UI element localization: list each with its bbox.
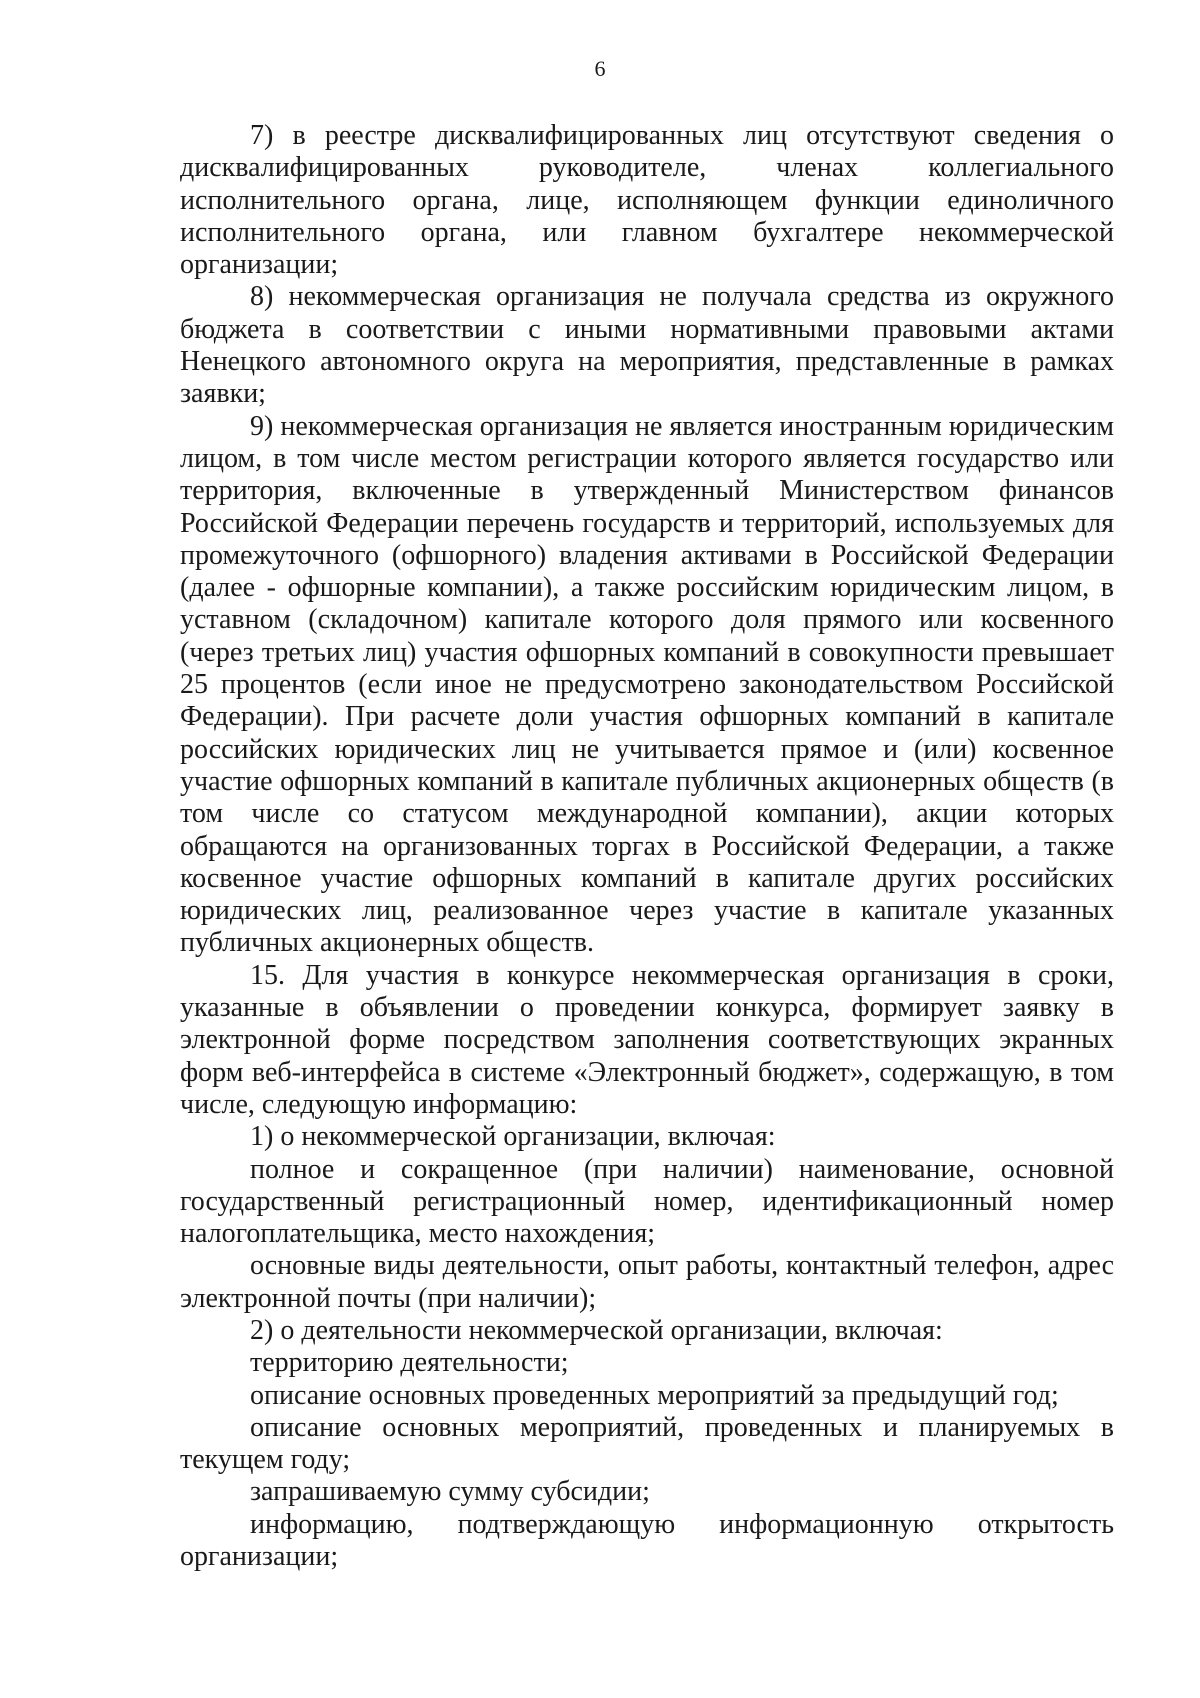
paragraph-org-activities: основные виды деятельности, опыт работы, контактный телефон, адрес электронной почты (при наличии); bbox=[180, 1250, 1114, 1314]
page-number: 6 bbox=[594, 56, 606, 81]
paragraph-subitem-1: 1) о некоммерческой организации, включая: bbox=[250, 1121, 776, 1153]
paragraph-item-7: 7) в реестре дисквалифицированных лиц отсутствуют сведения о дисквалифицированных руководителе, членах коллегиального исполнительного органа, лице, исполняющем функции единоличного исполнительного органа, или главном бухгалтере некоммерческой организации; bbox=[180, 120, 1114, 281]
paragraph-item-8: 8) некоммерческая организация не получала средства из окружного бюджета в соответствии с иными нормативными правовыми актами Ненецкого автономного округа на мероприятия, представленные в рамках заявки; bbox=[180, 281, 1114, 410]
paragraph-territory: территорию деятельности; bbox=[250, 1347, 569, 1379]
document-body bbox=[180, 120, 1114, 1573]
paragraph-openness: информацию, подтверждающую информационную открытость организации; bbox=[180, 1508, 1114, 1573]
paragraph-requested-sum: запрашиваемую сумму субсидии; bbox=[250, 1476, 650, 1508]
paragraph-item-9: 9) некоммерческая организация не является иностранным юридическим лицом, в том числе местом регистрации которого является государство или территория, включенные в утвержденный Министерством финансов Российской Федерации перечень государств и территорий, используемых для промежуточного (офшорного) владения активами в Российской Федерации (далее - офшорные компании), а также российским юридическим лицом, в уставном (складочном) капитале которого доля прямого или косвенного (через третьих лиц) участия офшорных компаний в совокупности превышает 25 процентов (если иное не предусмотрено законодательством Российской Федерации). При расчете доли участия офшорных компаний в капитале российских юридических лиц не учитывается прямое и (или) косвенное участие офшорных компаний в капитале публичных акционерных обществ (в том числе со статусом международной компании), акции которых обращаются на организованных торгах в Российской Федерации, а также косвенное участие офшорных компаний в капитале других российских юридических лиц, реализованное через участие в капитале указанных публичных акционерных обществ. bbox=[180, 410, 1114, 959]
paragraph-past-events: описание основных проведенных мероприятий за предыдущий год; bbox=[250, 1379, 1059, 1411]
paragraph-clause-15: 15. Для участия в конкурсе некоммерческая организация в сроки, указанные в объявлении о проведении конкурса, формирует заявку в электронной форме посредством заполнения соответствующих экранных форм веб-интерфейса в системе «Электронный бюджет», содержащую, в том числе, следующую информацию: bbox=[180, 959, 1114, 1120]
paragraph-subitem-2: 2) о деятельности некоммерческой организации, включая: bbox=[250, 1314, 943, 1346]
paragraph-org-names: полное и сокращенное (при наличии) наименование, основной государственный регистрационный номер, идентификационный номер налогоплательщика, место нахождения; bbox=[180, 1153, 1114, 1250]
paragraph-current-events: описание основных мероприятий, проведенных и планируемых в текущем году; bbox=[180, 1411, 1114, 1476]
